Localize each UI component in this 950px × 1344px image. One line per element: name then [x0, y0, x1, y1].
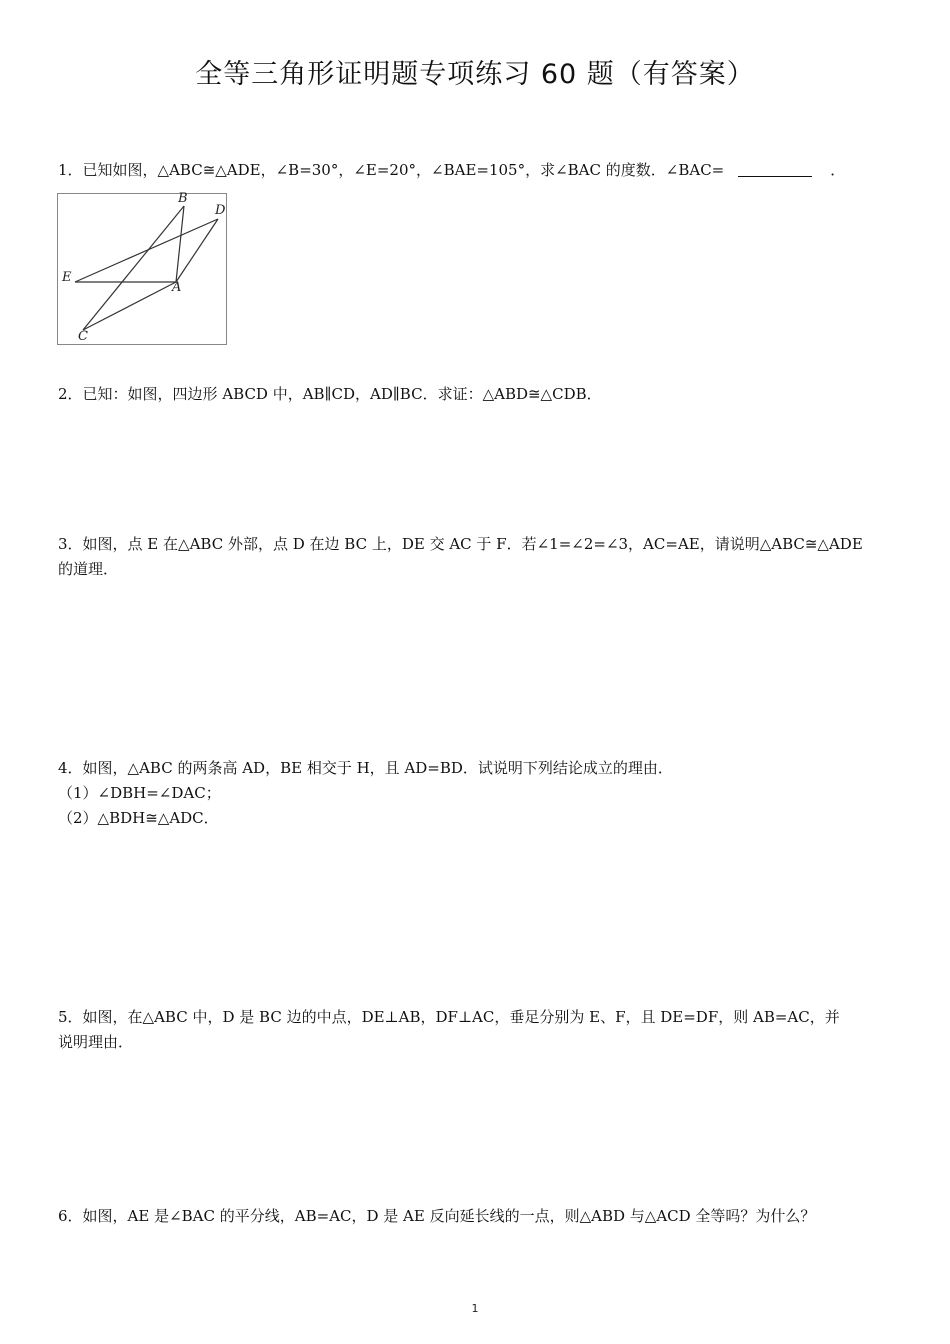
point-label-d: D — [215, 203, 226, 218]
segment-ac — [83, 282, 176, 330]
figure-1 — [57, 193, 227, 345]
question-5-text-cont: 说明理由． — [58, 1033, 134, 1051]
point-label-a: A — [172, 280, 182, 295]
point-label-e: E — [62, 270, 72, 285]
figure-1-diagram — [58, 194, 228, 346]
question-1-text: 1．已知如图，△ABC≅△ADE，∠B=30°，∠E=20°，∠BAE=105°，求∠BAC 的度数．∠BAC= — [58, 161, 725, 179]
point-label-c: C — [78, 329, 88, 344]
question-5 — [58, 1005, 894, 1055]
question-2-text: 2．已知：如图，四边形 ABCD 中，AB∥CD，AD∥BC．求证：△ABD≅△CDB． — [58, 385, 602, 403]
question-4 — [58, 756, 894, 831]
question-1-end: ． — [830, 161, 846, 179]
question-4-text: 4．如图，△ABC 的两条高 AD，BE 相交于 H，且 AD=BD．试说明下列结论成立的理由． — [58, 759, 673, 777]
question-6 — [58, 1204, 894, 1229]
segment-bc — [83, 206, 184, 330]
question-6-text: 6．如图，AE 是∠BAC 的平分线，AB=AC，D 是 AE 反向延长线的一点，则△ABD 与△ACD 全等吗？为什么？ — [58, 1207, 816, 1225]
question-3 — [58, 532, 894, 582]
question-5-text: 5．如图，在△ABC 中，D 是 BC 边的中点，DE⊥AB，DF⊥AC，垂足分别为 E、F，且 DE=DF，则 AB=AC，并 — [58, 1008, 840, 1026]
question-2 — [58, 382, 894, 407]
segment-ba — [176, 206, 184, 282]
answer-blank[interactable] — [738, 161, 812, 177]
question-1 — [58, 158, 894, 183]
point-label-b: B — [178, 191, 188, 206]
page-title: 全等三角形证明题专项练习 60 题（有答案） — [195, 59, 755, 90]
question-3-text-cont: 的道理． — [58, 560, 119, 578]
page-number: 1 — [471, 1302, 479, 1315]
question-4-part-2: （2）△BDH≅△ADC． — [58, 809, 219, 827]
question-3-text: 3．如图，点 E 在△ABC 外部，点 D 在边 BC 上，DE 交 AC 于 F．若∠1=∠2=∠3，AC=AE，请说明△ABC≅△ADE — [58, 535, 863, 553]
question-4-part-1: （1）∠DBH=∠DAC； — [58, 784, 221, 802]
